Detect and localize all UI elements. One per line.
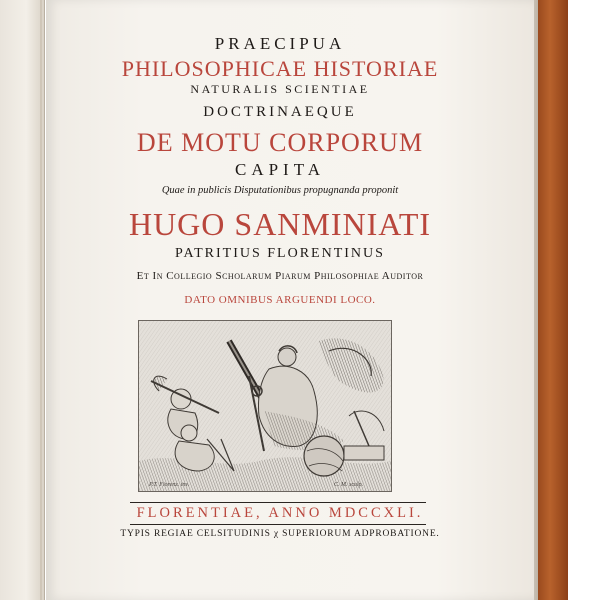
imprint-rule-top	[130, 502, 426, 503]
engraving-credit-right: C. M. sculp.	[334, 482, 364, 488]
title-line-praecipua: PRAECIPUA	[214, 34, 346, 53]
title-line-philosophicae: PHILOSOPHICAE HISTORIAE	[121, 56, 439, 81]
title-line-quae: Quae in publicis Disputationibus propugnanda proponit	[161, 185, 399, 196]
title-line-doctrinaeque: DOCTRINAEQUE	[203, 104, 357, 120]
title-line-naturalis: NATURALIS SCIENTIAE	[190, 82, 370, 96]
author-name: HUGO SANMINIATI	[128, 206, 432, 242]
title-line-de-motu: DE MOTU CORPORUM	[136, 128, 424, 157]
imprint-place: FLORENTIAE, ANNO MDCCXLI.	[136, 505, 424, 521]
author-affiliation: Et In Collegio Scholarum Piarum Philosophiae Auditor	[136, 270, 424, 282]
title-line-capita: CAPITA	[234, 160, 326, 179]
imprint-printer: TYPIS REGIAE CELSITUDINIS χ SUPERIORUM ADPROBATIONE.	[120, 529, 440, 539]
imprint-rule-bottom	[130, 524, 426, 525]
engraving-credit-left: P.T. Fiorenz. inv.	[149, 482, 190, 488]
author-title: PATRITIUS FLORENTINUS	[175, 246, 385, 261]
engraving-illustration	[139, 321, 391, 491]
engraving-plate	[138, 320, 392, 492]
dedication-line: DATO OMNIBUS ARGUENDI LOCO.	[184, 294, 376, 306]
